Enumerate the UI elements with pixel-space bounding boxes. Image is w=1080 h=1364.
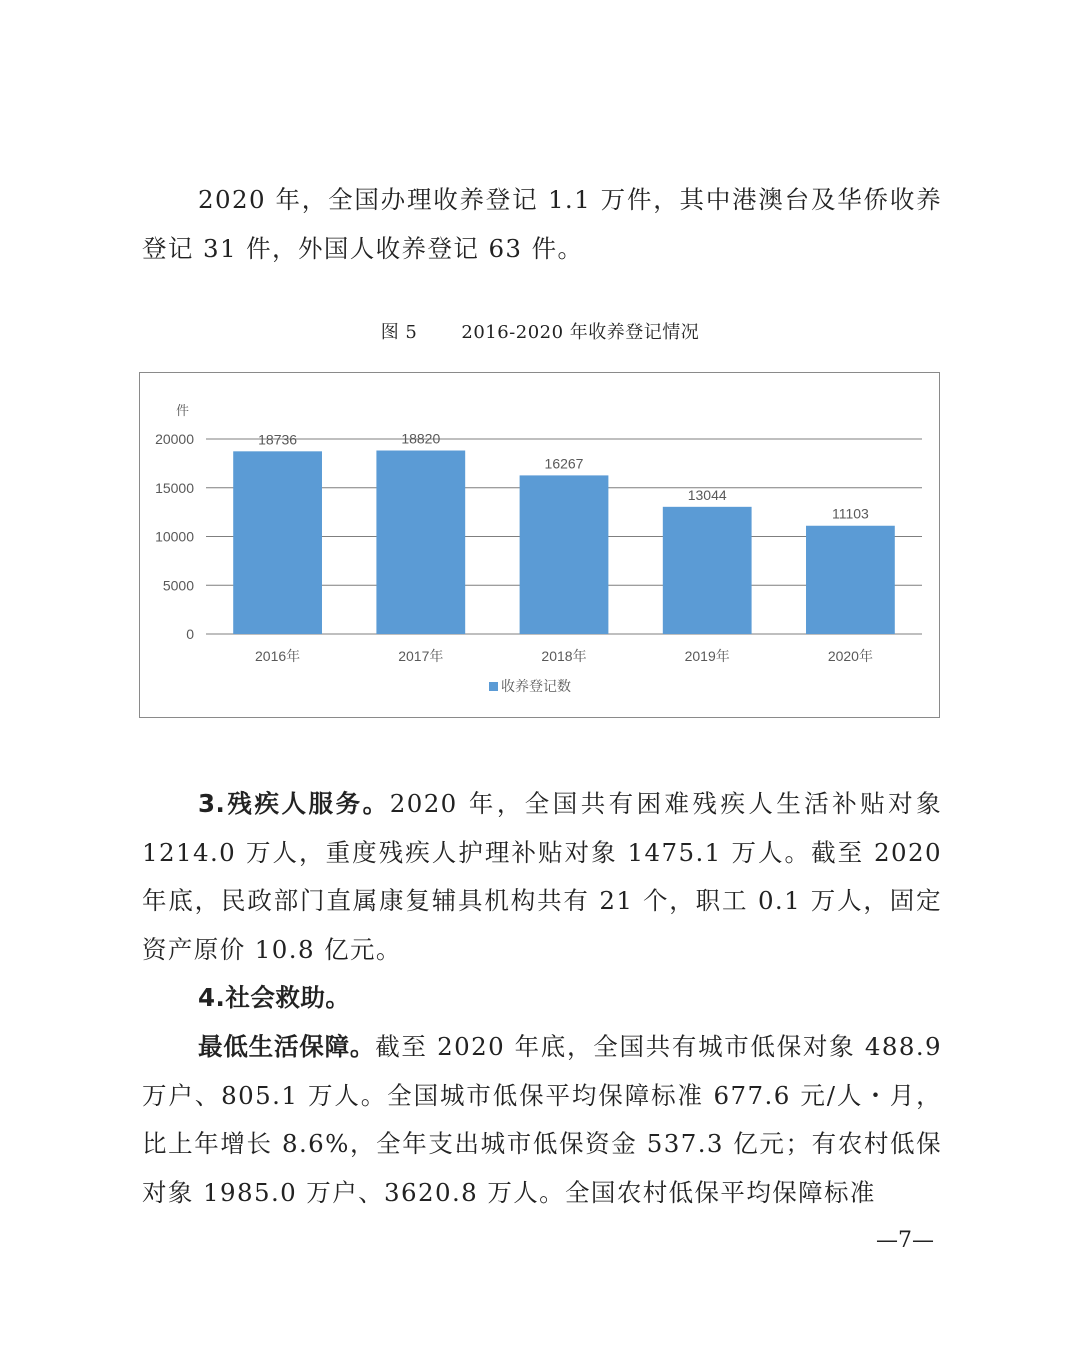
page-number: —7—	[876, 1228, 934, 1253]
legend-label: 收养登记数	[501, 678, 571, 694]
bar	[806, 526, 895, 634]
y-unit-label: 件	[176, 403, 190, 418]
section-4-heading-text: 4.社会救助。	[198, 983, 351, 1012]
y-tick-label: 15000	[155, 479, 194, 496]
y-tick-label: 20000	[155, 431, 194, 447]
subsection-heading: 最低生活保障。	[198, 1032, 376, 1061]
x-tick-label: 2017年	[398, 648, 444, 664]
x-tick-label: 2020年	[827, 648, 873, 664]
bar-chart	[139, 372, 940, 718]
y-tick-label: 5000	[162, 577, 194, 594]
figure-title: 2016-2020 年收养登记情况	[461, 322, 700, 343]
bar	[376, 451, 465, 634]
figure-number: 图 5	[380, 322, 418, 343]
data-label: 11103	[831, 505, 869, 522]
section-3-heading: 3.残疾人服务。	[198, 789, 390, 818]
x-tick-label: 2018年	[541, 648, 587, 664]
paragraph-minimum-living	[142, 1023, 942, 1217]
bar	[520, 475, 609, 634]
figure-caption	[0, 318, 1080, 344]
bar	[233, 451, 322, 634]
chart-canvas	[140, 373, 939, 717]
section-3-body: 2020 年，全国共有困难残疾人生活补贴对象 1214.0 万人，重度残疾人护理补贴对象 1475.1 万人。截至 2020 年底，民政部门直属康复辅具机构共有 21 个，职工 0.1 万人，固定资产原价 10.8 亿元。	[142, 789, 943, 964]
data-label: 18820	[401, 430, 441, 447]
y-tick-label: 10000	[155, 528, 194, 545]
subsection-body: 截至 2020 年底，全国共有城市低保对象 488.9 万户、805.1 万人。全国城市低保平均保障标准 677.6 元/人・月，比上年增长 8.6%，全年支出城市低保资金 537.3 亿元；有农村低保对象 1985.0 万户、3620.8 万人。全国农村低保平均保障标准	[142, 1032, 943, 1207]
x-tick-label: 2019年	[684, 648, 730, 664]
bar	[663, 507, 752, 634]
paragraph-adoption: 2020 年，全国办理收养登记 1.1 万件，其中港澳台及华侨收养登记 31 件，外国人收养登记 63 件。	[142, 185, 942, 263]
paragraph-disability	[142, 780, 942, 974]
legend-swatch	[489, 682, 498, 691]
data-label: 18736	[258, 431, 298, 448]
data-label: 13044	[687, 486, 727, 503]
x-tick-label: 2016年	[255, 648, 301, 664]
section-4-heading	[142, 974, 942, 1023]
data-label: 16267	[544, 455, 584, 472]
y-tick-label: 0	[186, 626, 194, 642]
